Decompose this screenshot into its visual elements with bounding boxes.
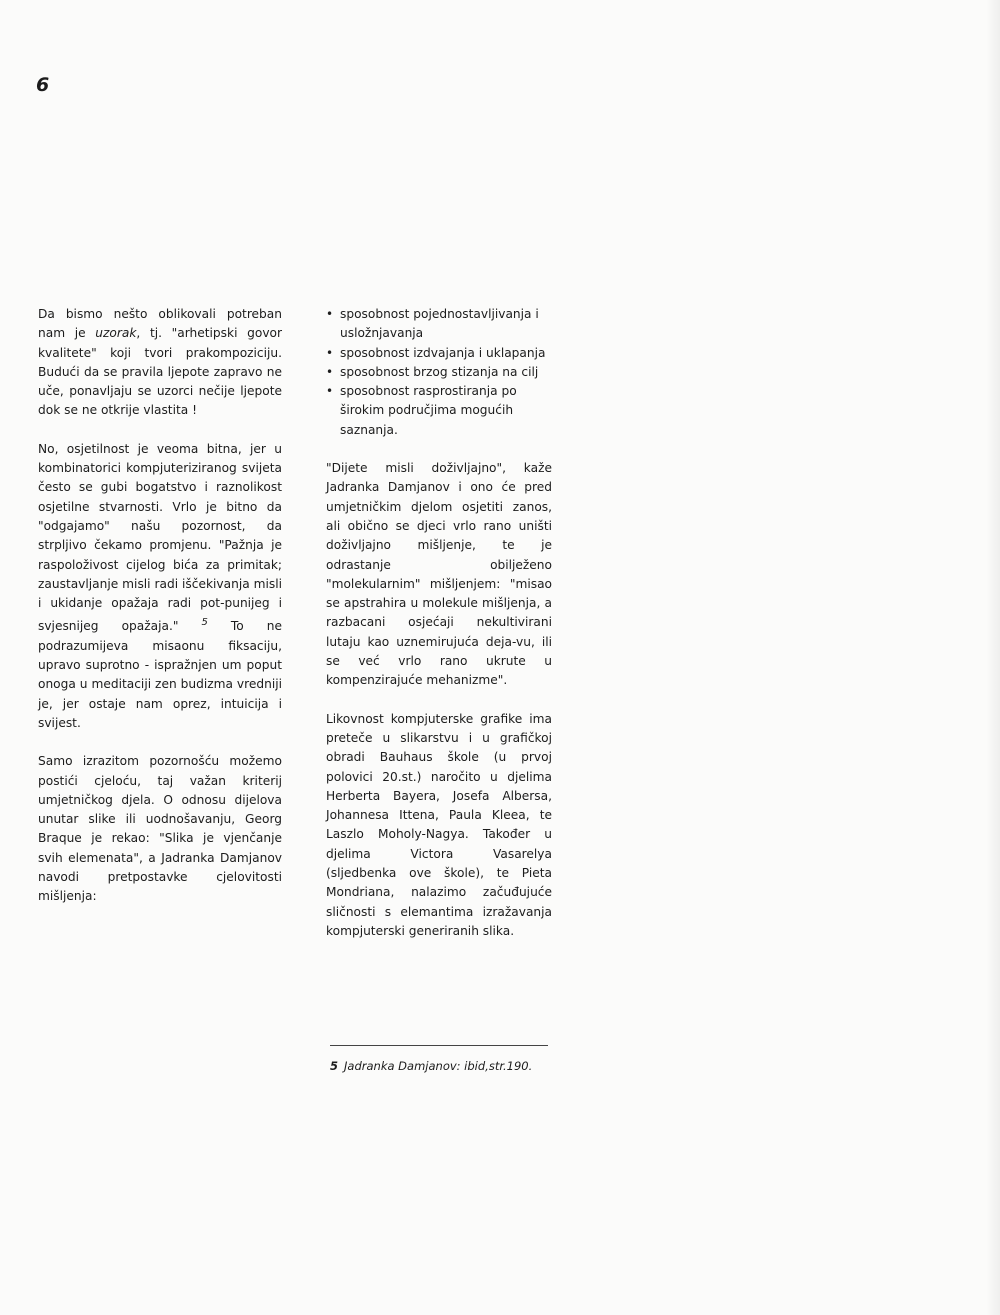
right-column	[326, 305, 552, 960]
paragraph-text: No, osjetilnost je veoma bitna, jer u kombinatorici kompjuteriziranog svijeta često se gubi bogatstvo i raznolikost osjetilne stvarnosti. Vrlo je bitno da "odgajamo" našu pozornost, da strpljivo čekamo promjenu. "Pažnja je raspoloživost cijelog bića za primitak; zaustavljanje misli radi iščekivanja misli i ukidanje opažaja radi pot-punijeg i svjesnijeg opažaja."	[38, 441, 282, 634]
paragraph-likovnost: Likovnost kompjuterske grafike ima preteče u slikarstvu i u grafičkoj obradi Bauhaus škole (u prvoj polovici 20.st.) naročito u djelima Herberta Bayera, Josefa Albersa, Johannesa Ittena, Paula Kleea, te Laszlo Moholy-Nagya. Također u djelima Victora Vasarelya (sljedbenka ove škole), te Pieta Mondriana, nalazimo začuđujuće sličnosti s elemantima izražavanja kompjuterski generiranih slika.	[326, 711, 552, 938]
footnote-reference[interactable]: 5	[201, 617, 208, 629]
bullet-list	[326, 305, 552, 440]
paragraph-text: To ne podrazumijeva misaonu fiksaciju, upravo suprotno - ispražnjen um poput onoga u meditaciji zen budizma vredniji je, jer ostaje nam oprez, intuicija i svijest.	[38, 619, 282, 730]
footnote-text: Jadranka Damjanov: ibid,str.190.	[344, 1059, 533, 1073]
footnote-number: 5	[330, 1059, 339, 1073]
paragraph-osjetilnost	[38, 440, 282, 734]
page-edge-shadow	[986, 0, 1000, 1315]
paragraph-uzorak	[38, 305, 282, 421]
page-number: 6	[36, 74, 50, 96]
emphasis-uzorak: uzorak	[95, 326, 137, 341]
paragraph-dijete: "Dijete misli doživljajno", kaže Jadranka Damjanov i ono će pred umjetničkim djelom osjetiti zanos, ali obično se djeci vrlo rano uništi doživljajno mišljenje, te je odrastanje obilježeno "molekularnim" mišljenjem: "misao se apstrahira u molekule mišljenja, a razbacani osjećaji nekultivirani lutaju kao uznemirujuća deja-vu, ili se već vrlo rano ukrute u kompenzirajuće mehanizme".	[326, 461, 552, 688]
list-item: • sposobnost izdvajanja i uklapanja	[326, 344, 552, 363]
paragraph-pozornost: Samo izrazitom pozornošću možemo postići cjeloću, taj važan kriterij umjetničkog djela. O odnosu dijelova unutar slike ili uodnošavanju, Georg Braque je rekao: "Slika je vjenčanje svih elemenata", a Jadranka Damjanov navodi pretpostavke cjelovitosti mišljenja:	[38, 754, 282, 904]
list-item: • sposobnost pojednostavljivanja i usložnjavanja	[326, 305, 552, 344]
paragraph-text: , tj. "arhetipski govor kvalitete" koji tvori prakompoziciju. Budući da se pravila ljepote zapravo ne uče, ponavljaju se uzorci nečije ljepote dok se ne otkrije vlastita !	[38, 326, 282, 418]
list-item: • sposobnost brzog stizanja na cilj	[326, 363, 552, 382]
paragraph-text: Da bismo nešto oblikovali potreban nam je	[38, 307, 282, 341]
footnote	[330, 1059, 532, 1073]
list-item: • sposobnost rasprostiranja po širokim područjima mogućih saznanja.	[326, 382, 552, 440]
footnote-divider	[330, 1045, 548, 1046]
left-column	[38, 305, 282, 926]
